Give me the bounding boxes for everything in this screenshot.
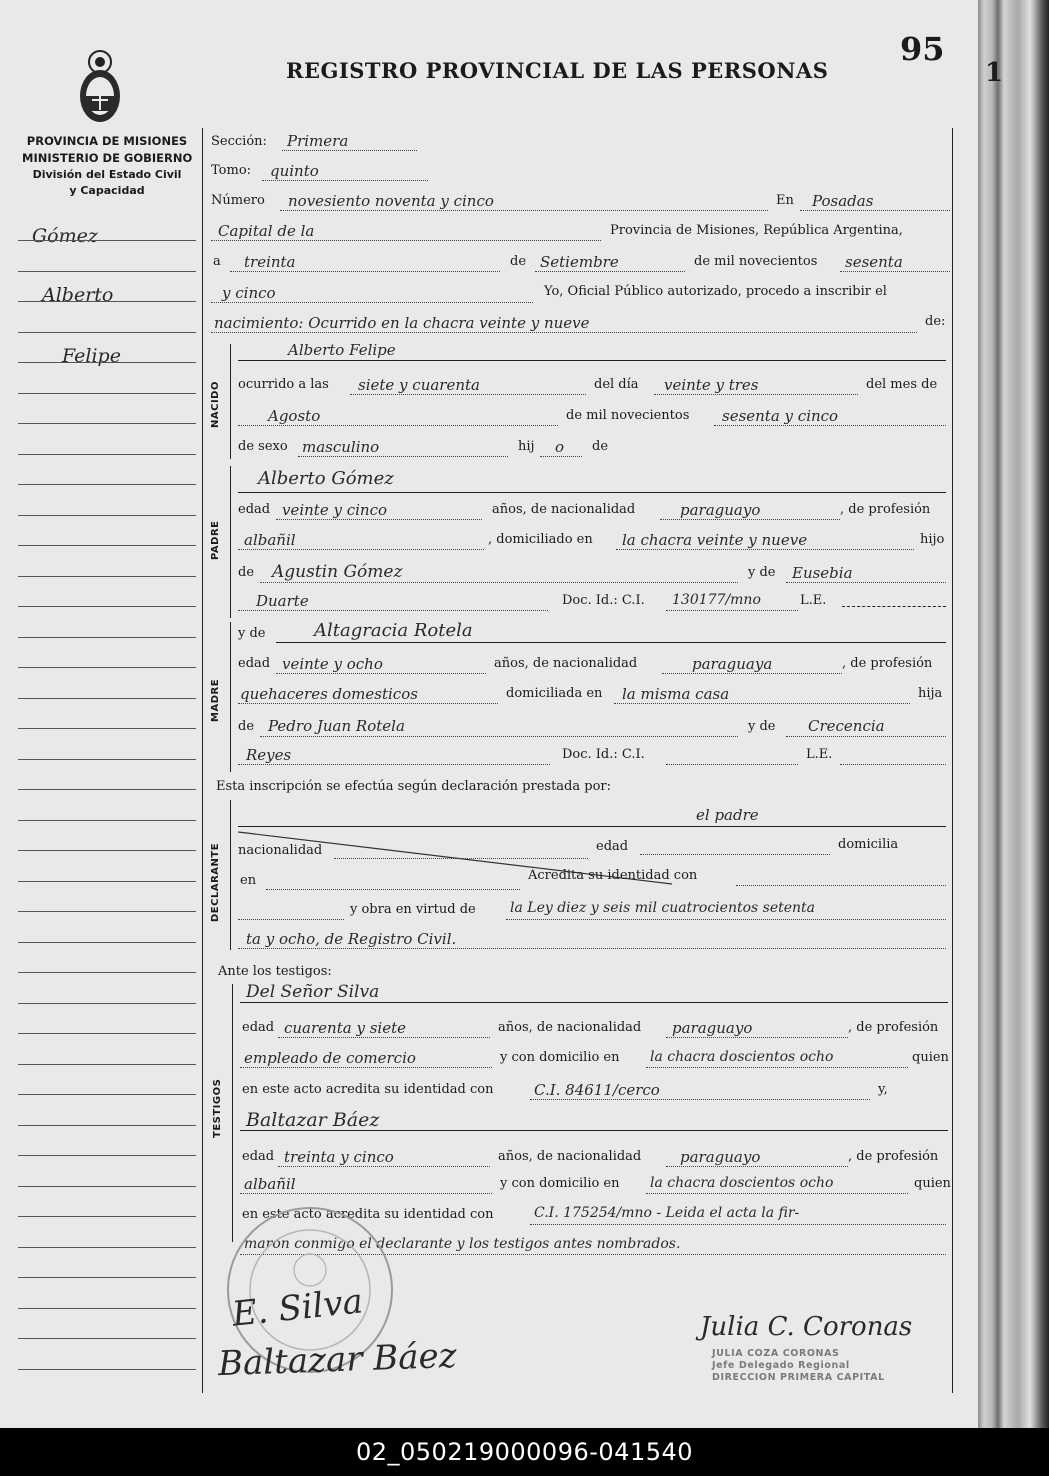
- signature-baez: Baltazar Báez: [217, 1335, 458, 1385]
- margin-rule: [18, 362, 196, 363]
- stamp-line-office: DIRECCION PRIMERA CAPITAL: [712, 1372, 885, 1383]
- margin-rule: [18, 1338, 196, 1339]
- madre-padre-value: Pedro Juan Rotela: [268, 717, 405, 735]
- t2-profesion-label: , de profesión: [848, 1149, 939, 1164]
- madre-padre-line: [260, 736, 738, 737]
- margin-rule: [18, 972, 196, 973]
- domicilia-label: domicilia: [838, 837, 899, 852]
- t2-edad-label: edad: [242, 1149, 275, 1164]
- margin-rule: [18, 423, 196, 424]
- del-mes-label: del mes de: [866, 377, 938, 392]
- testigo2-dom: la chacra doscientos ocho: [650, 1175, 834, 1191]
- margin-rule: [18, 911, 196, 912]
- dia-nac-value: veinte y tres: [664, 376, 759, 394]
- padre-nac-line: [660, 519, 840, 520]
- margin-rule: [18, 576, 196, 577]
- t2-nac-line: [666, 1166, 848, 1167]
- margin-rule: [18, 484, 196, 485]
- book-edge: [978, 0, 1049, 1428]
- declarante-border: [230, 800, 231, 950]
- page-number: 95: [900, 30, 945, 68]
- madre-profesion-label: , de profesión: [842, 656, 933, 671]
- madre-nac-line: [662, 673, 842, 674]
- margin-rule: [18, 637, 196, 638]
- official-stamp: [712, 1348, 885, 1384]
- ante-testigos-label: Ante los testigos:: [218, 964, 332, 979]
- form-right-border: [952, 128, 953, 1393]
- province-line: PROVINCIA DE MISIONES: [26, 134, 188, 148]
- t1-nac-line: [666, 1037, 848, 1038]
- t1-id-line: [530, 1099, 870, 1100]
- padre-madre-line: [786, 582, 946, 583]
- t2-id-line: [530, 1224, 946, 1225]
- document-code-footer: 02_050219000096-041540: [0, 1428, 1049, 1476]
- t1-edad-label: edad: [242, 1020, 275, 1035]
- margin-second-name: Felipe: [62, 345, 121, 367]
- de-label: de: [510, 254, 527, 269]
- stamp-line-name: JULIA COZA CORONAS: [712, 1348, 840, 1359]
- padre-madre2-line: [238, 610, 548, 611]
- ocurrido-label: ocurrido a las: [238, 377, 329, 392]
- margin-rule: [18, 545, 196, 546]
- signature-official: Julia C. Coronas: [700, 1312, 913, 1342]
- padre-profesion-label: , de profesión: [840, 502, 931, 517]
- testigo1-id: C.I. 84611/cerco: [534, 1081, 660, 1099]
- provincia-label: Provincia de Misiones, República Argentina,: [610, 223, 903, 238]
- padre-de-label: de: [238, 565, 255, 580]
- madre-anios-label: años, de nacionalidad: [494, 656, 638, 671]
- hij-line: [540, 456, 582, 457]
- nacido-name-rule: [238, 360, 946, 361]
- padre-le-label: L.E.: [800, 593, 827, 608]
- obra-label: y obra en virtud de: [350, 902, 476, 917]
- anio-value-2: y cinco: [222, 284, 276, 302]
- madre-prof-line: [238, 703, 498, 704]
- en-label: En: [776, 193, 794, 208]
- margin-rule: [18, 728, 196, 729]
- margin-rule: [18, 240, 196, 241]
- madre-border: [230, 622, 231, 772]
- madre-name-rule: [276, 642, 946, 643]
- padre-edad-line: [276, 519, 482, 520]
- t2-prof-line: [240, 1193, 492, 1194]
- padre-ci-line: [666, 610, 798, 611]
- mes-nac-value: Agosto: [268, 407, 321, 425]
- margin-rule: [18, 301, 196, 302]
- de-colon-label: de:: [925, 314, 946, 329]
- de-sexo-label: de sexo: [238, 439, 288, 454]
- margin-rule: [18, 1125, 196, 1126]
- anio2-line: [211, 302, 533, 303]
- margin-surname: Gómez: [32, 225, 98, 247]
- nacimiento-line: [211, 332, 917, 333]
- declarante-side-label: DECLARANTE: [210, 842, 221, 922]
- padre-madre-value-1: Eusebia: [792, 564, 853, 582]
- margin-rule: [18, 332, 196, 333]
- nacido-nombre: Alberto Felipe: [288, 341, 396, 359]
- margin-rule: [18, 881, 196, 882]
- padre-le-line: [842, 606, 946, 607]
- madre-edad-value: veinte y ocho: [282, 655, 383, 673]
- padre-dom-value: la chacra veinte y nueve: [622, 531, 808, 549]
- padre-doc-label: Doc. Id.: C.I.: [562, 593, 645, 608]
- testigo2-edad: treinta y cinco: [284, 1148, 394, 1166]
- decl-nac-line: [334, 858, 588, 859]
- margin-rule: [18, 850, 196, 851]
- t1-prof-line: [240, 1067, 492, 1068]
- padre-side-label: PADRE: [210, 520, 221, 560]
- hij-label: hij: [518, 439, 535, 454]
- madre-dom-value: la misma casa: [622, 685, 730, 703]
- ley-value-1: la Ley diez y seis mil cuatrocientos setenta: [510, 900, 816, 916]
- testigo1-nombre: Del Señor Silva: [246, 982, 380, 1002]
- testigo1-prof: empleado de comercio: [244, 1049, 416, 1067]
- sexo-line: [298, 456, 508, 457]
- domiciliado-label: , domiciliado en: [488, 532, 593, 547]
- t1-domicilio-label: y con domicilio en: [500, 1050, 620, 1065]
- margin-rule: [18, 1003, 196, 1004]
- decl-edad-label: edad: [596, 839, 629, 854]
- madre-y-de2-label: y de: [748, 719, 776, 734]
- esta-inscripcion-label: Esta inscripción se efectúa según declaración prestada por:: [216, 779, 611, 794]
- madre-y-de-label: y de: [238, 626, 266, 641]
- decl-acredita-line: [736, 885, 946, 886]
- padre-nombre: Alberto Gómez: [258, 468, 394, 489]
- seccion-line: [282, 150, 417, 151]
- padre-padre-value: Agustin Gómez: [272, 562, 403, 582]
- nacido-side-label: NACIDO: [210, 381, 221, 428]
- madre-madre2-line: [238, 764, 550, 765]
- numero-label: Número: [211, 193, 265, 208]
- tomo-label: Tomo:: [211, 163, 252, 178]
- yo-label: Yo, Oficial Público autorizado, procedo a inscribir el: [544, 284, 887, 299]
- padre-madre-value-2: Duarte: [256, 592, 309, 610]
- madre-ci-line: [666, 764, 798, 765]
- testigos-side-label: TESTIGOS: [212, 1078, 223, 1138]
- madre-nombre: Altagracia Rotela: [314, 620, 473, 641]
- de-mil2-label: de mil novecientos: [566, 408, 690, 423]
- madre-edad-line: [276, 673, 486, 674]
- margin-rule: [18, 606, 196, 607]
- testigo1-nac: paraguayo: [672, 1019, 753, 1037]
- madre-madre-line: [786, 736, 946, 737]
- margin-rule: [18, 1064, 196, 1065]
- tomo-line: [262, 180, 428, 181]
- signature-silva: E. Silva: [230, 1281, 365, 1335]
- mes-nac-line: [238, 425, 558, 426]
- en-line: [800, 210, 950, 211]
- decl-edad-line: [640, 854, 830, 855]
- margin-rule: [18, 1277, 196, 1278]
- de-mil-label: de mil novecientos: [694, 254, 818, 269]
- padre-y-de-label: y de: [748, 565, 776, 580]
- hora-value: siete y cuarenta: [358, 376, 480, 394]
- margin-rule: [18, 820, 196, 821]
- capacidad-line: y Capacidad: [69, 184, 145, 197]
- madre-madre-value-2: Reyes: [246, 746, 292, 764]
- numero-line: [280, 210, 768, 211]
- padre-nac-value: paraguayo: [680, 501, 761, 519]
- declarante-name-rule: [238, 826, 946, 827]
- margin-rule: [18, 1094, 196, 1095]
- margin-rule: [18, 1216, 196, 1217]
- acredita-label: Acredita su identidad con: [528, 868, 698, 883]
- seccion-label: Sección:: [211, 134, 267, 149]
- padre-ci-value: 130177/mno: [672, 592, 761, 608]
- margin-rule: [18, 1155, 196, 1156]
- margin-rule: [18, 1308, 196, 1309]
- margin-rule: [18, 789, 196, 790]
- padre-dom-line: [616, 549, 914, 550]
- margin-rule: [18, 1247, 196, 1248]
- stamp-line-title: Jefe Delegado Regional: [712, 1360, 850, 1371]
- t1-profesion-label: , de profesión: [848, 1020, 939, 1035]
- madre-nac-value: paraguaya: [692, 655, 773, 673]
- testigo1-edad: cuarenta y siete: [284, 1019, 406, 1037]
- madre-le-label: L.E.: [806, 747, 833, 762]
- seccion-value: Primera: [287, 132, 349, 150]
- madre-dom-line: [614, 703, 910, 704]
- padre-edad-value: veinte y cinco: [282, 501, 388, 519]
- anio-nac-line: [714, 425, 946, 426]
- madre-madre-value-1: Crecencia: [808, 717, 885, 735]
- mes-value: Setiembre: [540, 253, 619, 271]
- dia-line: [230, 271, 500, 272]
- domiciliada-label: domiciliada en: [506, 686, 603, 701]
- padre-padre-line: [260, 582, 738, 583]
- padre-prof-line: [238, 549, 484, 550]
- margin-rule: [18, 698, 196, 699]
- madre-doc-label: Doc. Id.: C.I.: [562, 747, 645, 762]
- t1-name-rule: [240, 1002, 948, 1003]
- hora-line: [350, 394, 586, 395]
- hijo-label: hijo: [920, 532, 945, 547]
- testigo2-nac: paraguayo: [680, 1148, 761, 1166]
- dia-nac-line: [654, 394, 858, 395]
- margin-rule: [18, 1369, 196, 1370]
- t2-acredita-label: en este acto acredita su identidad con: [242, 1207, 494, 1222]
- margin-rule: [18, 667, 196, 668]
- madre-side-label: MADRE: [210, 678, 221, 722]
- testigo1-dom: la chacra doscientos ocho: [650, 1049, 834, 1065]
- t1-quien-label: quien: [912, 1050, 949, 1065]
- t2-anios-label: años, de nacionalidad: [498, 1149, 642, 1164]
- dia-value: treinta: [244, 253, 296, 271]
- testigo2-prof: albañil: [244, 1175, 296, 1193]
- en-value: Posadas: [812, 192, 874, 210]
- madre-de-label: de: [238, 719, 255, 734]
- margin-rule: [18, 454, 196, 455]
- t1-y-label: y,: [878, 1082, 888, 1097]
- padre-name-rule: [238, 492, 946, 493]
- madre-le-line: [840, 764, 946, 765]
- testigo2-id: C.I. 175254/mno - Leida el acta la fir-: [534, 1205, 800, 1221]
- margin-rule: [18, 1033, 196, 1034]
- ministry-line: MINISTERIO DE GOBIERNO: [22, 151, 193, 165]
- madre-edad-label: edad: [238, 656, 271, 671]
- tomo-value: quinto: [270, 162, 319, 180]
- t2-domicilio-label: y con domicilio en: [500, 1176, 620, 1191]
- form-left-border: [202, 128, 203, 1393]
- margin-rule: [18, 942, 196, 943]
- ley-line: [506, 919, 946, 920]
- corner-mark: 1: [985, 58, 1004, 88]
- sexo-value: masculino: [302, 438, 380, 456]
- padre-border: [230, 466, 231, 618]
- cierre-value: maron conmigo el declarante y los testigos antes nombrados.: [244, 1236, 681, 1252]
- a-label: a: [213, 254, 221, 269]
- nacido-border: [230, 344, 231, 459]
- hija-label: hija: [918, 686, 943, 701]
- anio-value-1: sesenta: [845, 253, 903, 271]
- anio-line: [840, 271, 950, 272]
- del-dia-label: del día: [594, 377, 639, 392]
- padre-edad-label: edad: [238, 502, 271, 517]
- margin-rule: [18, 271, 196, 272]
- obra-lead-line: [238, 919, 344, 920]
- margin-rule: [18, 515, 196, 516]
- mes-line: [535, 271, 685, 272]
- margin-rule: [18, 1186, 196, 1187]
- t1-edad-line: [278, 1037, 490, 1038]
- de2-label: de: [592, 439, 609, 454]
- document-title: REGISTRO PROVINCIAL DE LAS PERSONAS: [286, 58, 829, 83]
- margin-rule: [18, 759, 196, 760]
- t2-edad-line: [278, 1166, 490, 1167]
- ley-value-2: ta y ocho, de Registro Civil.: [246, 930, 457, 948]
- nacimiento-value: nacimiento: Ocurrido en la chacra veinte y nueve: [214, 314, 590, 332]
- decl-en-line: [266, 889, 520, 890]
- t2-quien-label: quien: [914, 1176, 951, 1191]
- province-header: [22, 134, 192, 197]
- division-line: División del Estado Civil: [32, 168, 182, 181]
- numero-value: novesiento noventa y cinco: [288, 192, 494, 210]
- decl-en-label: en: [240, 873, 257, 888]
- margin-first-name: Alberto: [42, 284, 114, 306]
- nacionalidad-label: nacionalidad: [238, 843, 323, 858]
- t1-dom-line: [646, 1067, 908, 1068]
- padre-anios-label: años, de nacionalidad: [492, 502, 636, 517]
- t1-acredita-label: en este acto acredita su identidad con: [242, 1082, 494, 1097]
- declarante-value: el padre: [696, 806, 759, 824]
- padre-prof-value: albañil: [244, 531, 296, 549]
- coat-of-arms-emblem: [72, 48, 128, 126]
- t2-dom-line: [646, 1193, 908, 1194]
- margin-rule: [18, 393, 196, 394]
- capital-line: [211, 240, 601, 241]
- madre-prof-value: quehaceres domesticos: [240, 685, 418, 703]
- ley2-line: [238, 948, 946, 949]
- capital-value: Capital de la: [218, 222, 315, 240]
- hij-value: o: [555, 438, 565, 456]
- anio-nac-value: sesenta y cinco: [722, 407, 839, 425]
- testigo2-nombre: Baltazar Báez: [246, 1109, 380, 1131]
- t1-anios-label: años, de nacionalidad: [498, 1020, 642, 1035]
